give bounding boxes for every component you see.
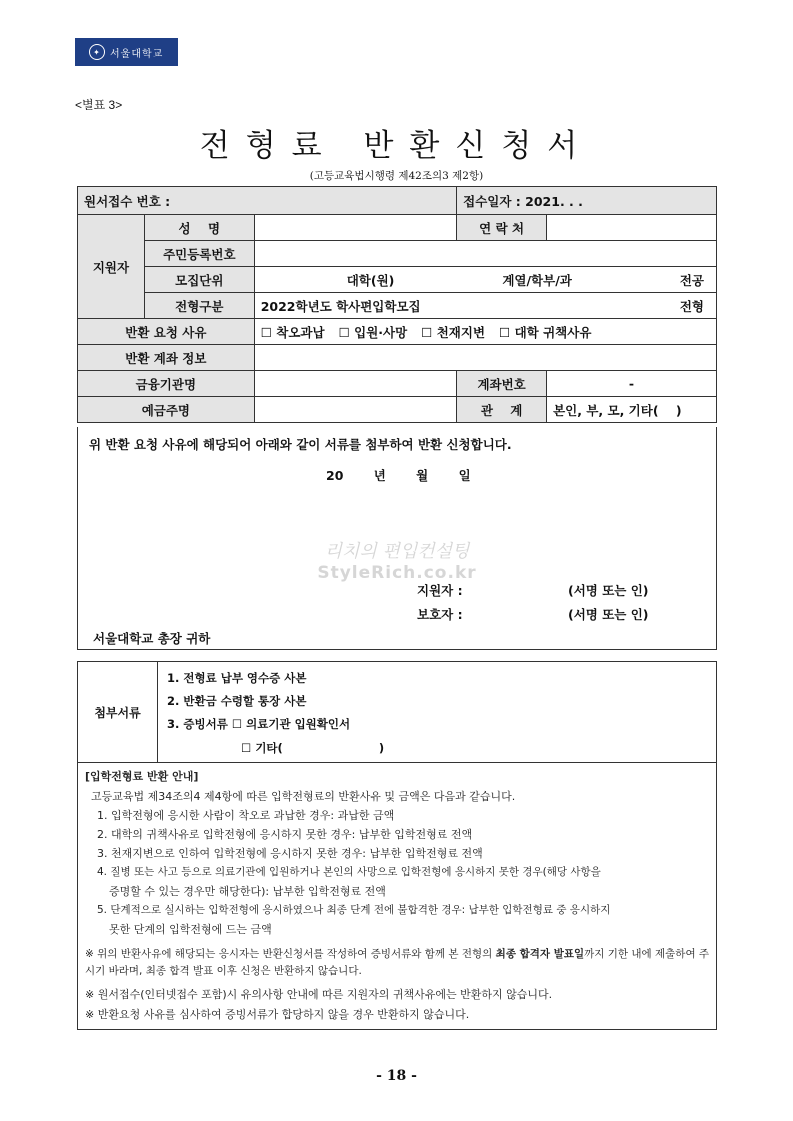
watermark-text-2: StyleRich.co.kr — [317, 563, 477, 583]
receipt-date-label: 접수일자 : 2021. . . — [457, 187, 717, 215]
annex-label: <별표 3> — [75, 98, 123, 112]
emblem-icon: ✦ — [89, 44, 105, 60]
attachments-section — [78, 662, 716, 763]
holder-label: 예금주명 — [78, 397, 255, 423]
guide-item: 3. 천재지변으로 인하여 입학전형에 응시하지 못한 경우: 납부한 입학전형료 전액 — [97, 847, 483, 860]
guide-note-2: ※ 원서접수(인터넷접수 포함)시 유의사항 안내에 따른 지원자의 귀책사유에는 반환하지 않습니다. — [85, 988, 553, 1001]
guide-item: 4. 질병 또는 사고 등으로 의료기관에 입원하거나 본인의 사망으로 입학전형에 응시하지 못한 경우(해당 사항을 — [97, 866, 601, 878]
unit-label: 모집단위 — [144, 267, 254, 293]
relation-label: 관 계 — [457, 397, 547, 423]
account-info-label: 반환 계좌 정보 — [78, 345, 255, 371]
attachment-item: 2. 반환금 수령할 통장 사본 — [167, 694, 307, 708]
rrn-field[interactable] — [254, 241, 716, 267]
guide-note-1-a: ※ 위의 반환사유에 해당되는 응시자는 반환신청서를 작성하여 증빙서류와 함께 본 전형의 — [85, 948, 496, 960]
guide-note-3: ※ 반환요청 사유를 심사하여 증빙서류가 합당하지 않을 경우 반환하지 않습니다. — [85, 1008, 470, 1021]
type-suffix: 전형 — [679, 298, 704, 314]
name-field[interactable] — [254, 215, 456, 241]
unit-value-dept: 계열/학부/과 — [502, 272, 572, 288]
bank-field[interactable] — [254, 371, 456, 397]
declaration-text: 위 반환 요청 사유에 해당되어 아래와 같이 서류를 첨부하여 반환 신청합니다. — [89, 437, 512, 452]
account-info-field — [254, 345, 716, 371]
unit-value-college: 대학(원) — [346, 272, 395, 288]
attachments-box — [77, 661, 717, 1030]
guide-item: 1. 입학전형에 응시한 사람이 착오로 과납한 경우: 과납한 금액 — [97, 809, 395, 822]
guide-heading: [입학전형료 반환 안내] — [85, 770, 199, 783]
addressee: 서울대학교 총장 귀하 — [93, 631, 211, 646]
attachment-other[interactable]: ☐ 기타( ) — [241, 741, 385, 755]
applicant-sign-field[interactable]: (서명 또는 인) — [568, 583, 649, 598]
account-no-label: 계좌번호 — [457, 371, 547, 397]
guide-item: 5. 단계적으로 실시하는 입학전형에 응시하였으나 최종 단계 전에 불합격한 경우: 납부한 입학전형료 중 응시하지 — [97, 904, 611, 916]
page-title: 전형료 반환신청서 — [199, 128, 594, 164]
attachment-item: 1. 전형료 납부 영수증 사본 — [167, 671, 307, 685]
watermark-text-1: 리치의 편입컨설팅 — [324, 541, 470, 562]
logo-text: 서울대학교 — [110, 48, 164, 60]
reason-checkbox-overpaid[interactable]: ☐ 착오과납 — [260, 324, 325, 340]
contact-label: 연 락 처 — [457, 215, 547, 241]
guide-intro: 고등교육법 제34조의4 제4항에 따른 입학전형료의 반환사유 및 금액은 다음과 같습니다. — [91, 790, 516, 803]
guide-note-1-b: 까지 기한 내에 제출하여 주시기 바라며, 최종 합격 발표 이후 신청은 반환하지 않습니다. — [85, 948, 710, 977]
reason-checkbox-university[interactable]: ☐ 대학 귀책사유 — [499, 324, 592, 340]
guide-item: 2. 대학의 귀책사유로 입학전형에 응시하지 못한 경우: 납부한 입학전형료 전액 — [97, 828, 473, 841]
reason-checkbox-hospital[interactable]: ☐ 입원·사망 — [338, 324, 408, 340]
unit-value-major: 전공 — [679, 272, 704, 288]
guardian-sign-field[interactable]: (서명 또는 인) — [568, 607, 649, 622]
guide-note-1 — [85, 946, 713, 980]
guide-item: 못한 단계의 입학전형에 드는 금액 — [109, 923, 272, 936]
holder-field[interactable] — [254, 397, 456, 423]
watermark — [78, 537, 716, 583]
applicant-label: 지원자 — [78, 215, 145, 319]
bank-label: 금융기관명 — [78, 371, 255, 397]
declaration-box — [77, 427, 717, 650]
reason-label: 반환 요청 사유 — [78, 319, 255, 345]
reason-checkbox-disaster[interactable]: ☐ 천재지변 — [421, 324, 486, 340]
university-logo — [75, 38, 178, 66]
type-value: 2022학년도 학사편입학모집 — [260, 298, 421, 314]
name-label: 성 명 — [144, 215, 254, 241]
page-subtitle: (고등교육법시행령 제42조의3 제2항) — [309, 170, 484, 182]
relation-field[interactable]: 본인, 부, 모, 기타( ) — [547, 397, 717, 423]
unit-field[interactable] — [254, 267, 716, 293]
rrn-label: 주민등록번호 — [144, 241, 254, 267]
contact-field[interactable] — [547, 215, 717, 241]
type-field[interactable] — [254, 293, 716, 319]
attachment-item[interactable]: 3. 증빙서류 ☐ 의료기관 입원확인서 — [167, 717, 351, 731]
guardian-sign-label: 보호자 : — [417, 607, 463, 622]
declaration-date[interactable]: 20 년 월 일 — [326, 468, 471, 483]
receipt-no-label: 원서접수 번호 : — [78, 187, 457, 215]
reason-options — [254, 319, 716, 345]
page-number: - 18 - — [376, 1068, 417, 1084]
type-label: 전형구분 — [144, 293, 254, 319]
attachments-label: 첨부서류 — [78, 662, 158, 762]
applicant-sign-label: 지원자 : — [417, 583, 463, 598]
guide-item: 증명할 수 있는 경우만 해당한다): 납부한 입학전형료 전액 — [109, 885, 386, 898]
guide-note-1-bold: 최종 합격자 발표일 — [495, 948, 585, 960]
account-no-field[interactable]: - — [547, 371, 717, 397]
application-form-table — [77, 186, 717, 423]
